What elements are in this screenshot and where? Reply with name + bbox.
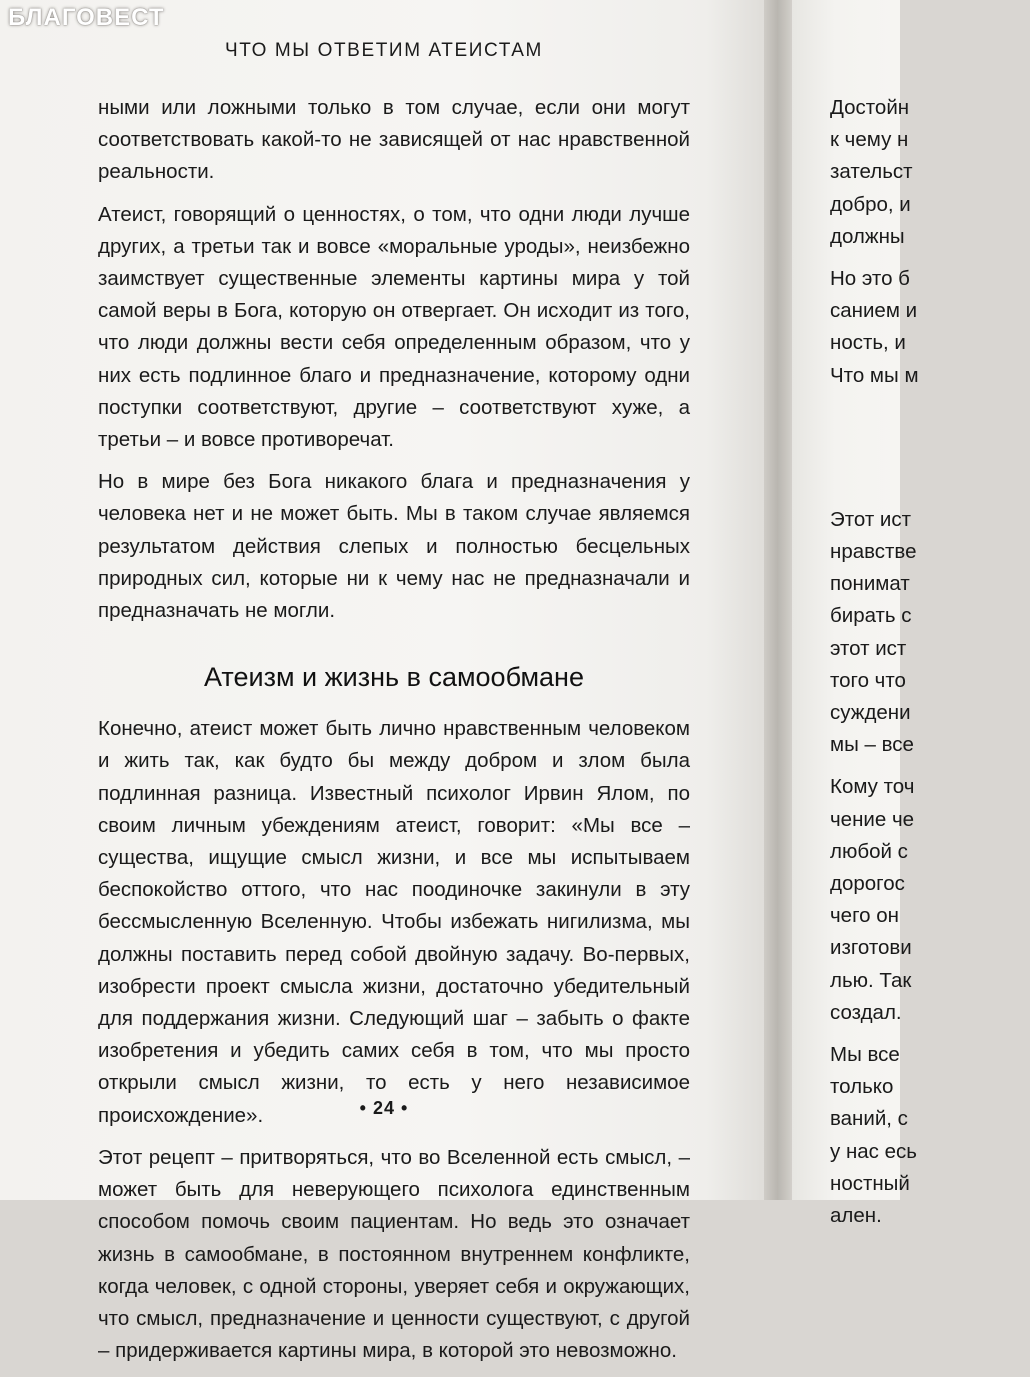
text-line: бирать с [830, 604, 912, 628]
text-line: у нас есь [830, 1139, 917, 1163]
right-page-text [830, 92, 1030, 1232]
text-line: к чему н [830, 128, 909, 152]
text-line: санием и [830, 299, 918, 323]
paragraph: ными или ложными только в том случае, если они могут соответствовать какой-то не зависящей от нас нравственной реальности. [98, 96, 690, 184]
text-line: ваний, с [830, 1107, 908, 1131]
text-line: изготови [830, 936, 912, 960]
text-line: суждени [830, 701, 911, 725]
text-line: Мы все [830, 1043, 900, 1067]
text-line: Что мы м [830, 363, 919, 387]
paragraph: Но в мире без Бога никакого блага и предназначения у человека нет и не может быть. Мы в таком случае являемся результатом действия слепых и полностью бесцельных природных сил, которые ни к чему нас не предназначали и предназначать не могли. [98, 470, 690, 623]
text-line: понимат [830, 572, 910, 596]
text-line: добро, и [830, 192, 911, 216]
text-line: лью. Так [830, 968, 912, 992]
text-line: ностный [830, 1171, 910, 1195]
main-text [98, 92, 690, 1377]
right-page [792, 0, 919, 1228]
text-line: того что [830, 668, 906, 692]
text-line: Но это б [830, 267, 910, 291]
text-line: дорогос [830, 872, 905, 896]
paragraph: Конечно, атеист может быть лично нравственным человеком и жить так, как будто бы между добром и злом была подлинная разница. Известный психолог Ирвин Ялом, по своим личным убеждениям атеист, говорит: «Мы все – существа, ищущие смысл жизни, и все мы испытываем беспокойство оттого, что нас поодиночке закинули в эту бессмысленную Вселенную. Чтобы избежать нигилизма, мы должны поставить перед собой двойную задачу. Во-первых, изобрести проект смысла жизни, достаточно убедительный для поддержания жизни. Следующий шаг – забыть о факте изобретения и убедить самих себя в том, что мы просто открыли смысл жизни, то есть у него независимое происхождение». [98, 717, 690, 1127]
section-heading: Атеизм и жизнь в самообмане [204, 662, 584, 693]
page-number: • 24 • [359, 1098, 409, 1118]
paragraph: Атеист, говорящий о ценностях, о том, что одни люди лучше других, а третьи так и вовсе «моральные уроды», неизбежно заимствует существенные элементы картины мира у той самой веры в Бога, которую он отвергает. Он исходит из того, что люди должны вести себя определенным образом, что у них есть подлинное благо и предназначение, которому одни поступки соответствуют, другие – соответствуют хуже, а третьи – и вовсе противоречат. [98, 202, 690, 452]
book-gutter [764, 0, 794, 1200]
text-line: зательст [830, 160, 913, 184]
text-line: Кому точ [830, 775, 915, 799]
text-line: этот ист [830, 636, 907, 660]
text-line: нравстве [830, 540, 917, 564]
watermark-logo: БЛАГОВЕСТ [8, 4, 165, 31]
text-line: Этот ист [830, 507, 912, 531]
text-line: должны [830, 224, 905, 248]
text-line: чение че [830, 807, 915, 831]
text-line: ален. [830, 1204, 882, 1228]
text-line: чего он [830, 904, 899, 928]
running-head: ЧТО МЫ ОТВЕТИМ АТЕИСТАМ [225, 40, 543, 61]
text-line: любой с [830, 839, 908, 863]
text-line: только [830, 1075, 894, 1099]
paragraph: Этот рецепт – притворяться, что во Вселенной есть смысл, – может быть для неверующего психолога единственным способом помочь своим пациентам. Но ведь это означает жизнь в самообмане, в постоянном внутреннем конфликте, когда человек, с одной стороны, уверяет себя и окружающих, что смысл, предназначение и ценности существуют, с другой – придерживается картины мира, в которой это невозможно. [98, 1145, 690, 1363]
text-line: ность, и [830, 331, 906, 355]
text-line: мы – все [830, 733, 914, 757]
text-line: Достойн [830, 96, 910, 119]
text-line: создал. [830, 1000, 902, 1024]
